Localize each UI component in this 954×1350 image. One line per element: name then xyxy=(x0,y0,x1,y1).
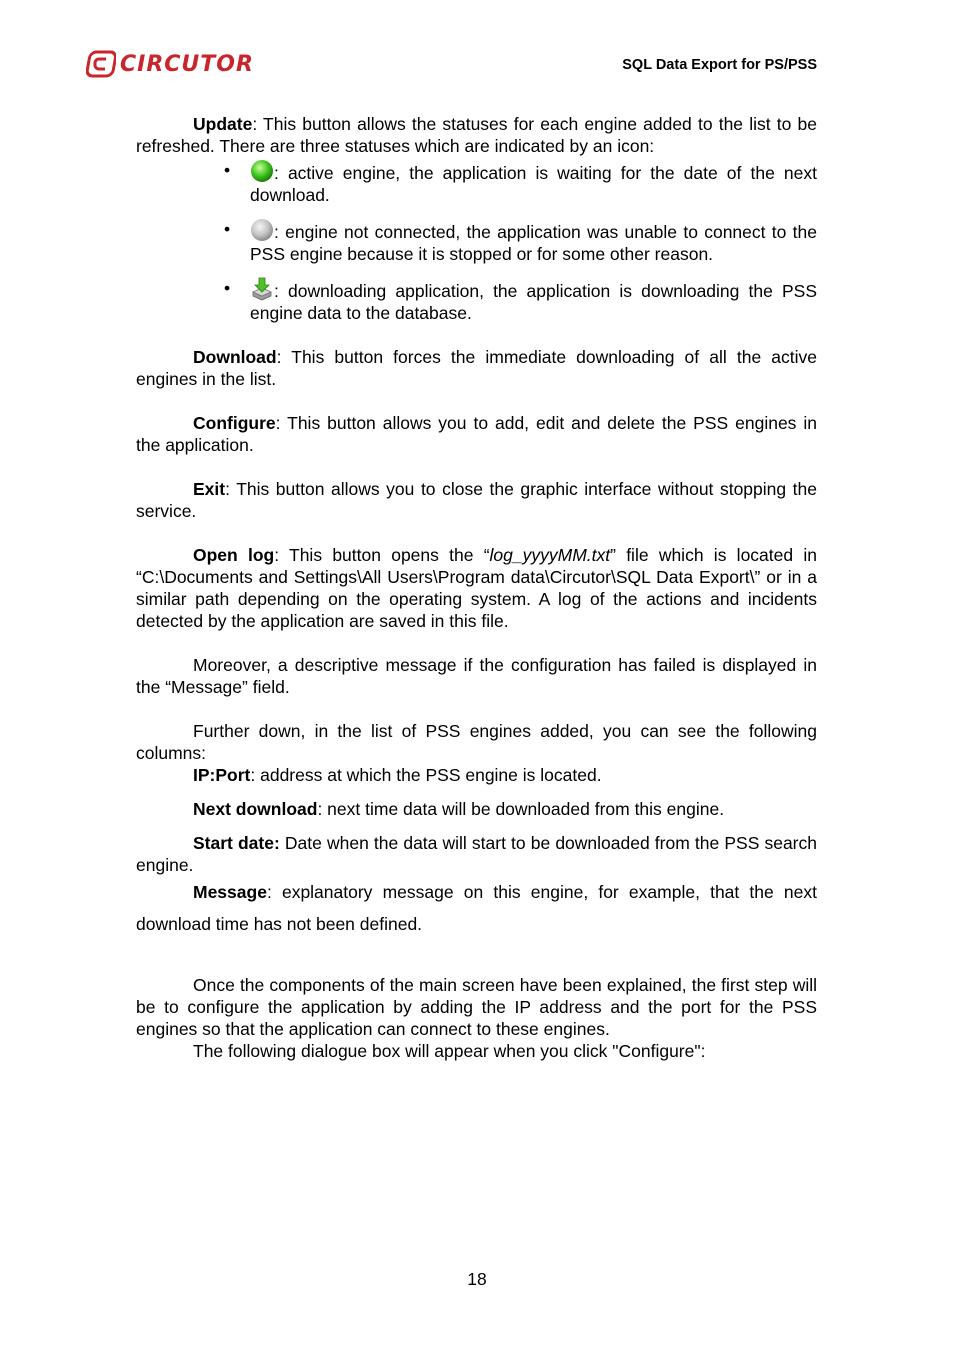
start-date-paragraph: Start date: Date when the data will start to be downloaded from the PSS search engine. xyxy=(136,833,817,875)
open-log-paragraph: Open log: This button opens the “log_yyyyMM.txt” file which is located in “C:\Documents and Settings\All Users\Program data\Circutor\SQL Data Export\” or in a similar path depending on the operating system. A log of the actions and incidents detected by the application are saved in this file. xyxy=(136,545,817,631)
next-download-paragraph: Next download: next time data will be downloaded from this engine. xyxy=(193,799,725,819)
document-header-title: SQL Data Export for PS/PSS xyxy=(622,57,817,73)
status-list xyxy=(136,159,817,324)
open-log-label: Open log xyxy=(193,545,275,565)
circutor-logo xyxy=(86,49,254,79)
once-paragraph: Once the components of the main screen have been explained, the first step will be to configure the application by adding the IP address and the port for the PSS engines so that the application can connect to these engines. xyxy=(136,975,817,1039)
moreover-paragraph: Moreover, a descriptive message if the configuration has failed is displayed in the “Message” field. xyxy=(136,655,817,697)
exit-label: Exit xyxy=(193,479,226,499)
message-label: Message xyxy=(193,882,267,902)
status-item-active: • : active engine, the application is waiting for the date of the next download. xyxy=(224,160,817,205)
logo-text: CIRCUTOR xyxy=(120,51,254,77)
start-date-label: Start date: xyxy=(193,833,280,853)
update-label: Update xyxy=(193,114,253,134)
status-item-not-connected: • : engine not connected, the application was unable to connect to the PSS engine because it is stopped or for some other reason. xyxy=(224,219,817,264)
update-paragraph: Update: This button allows the statuses for each engine added to the list to be refreshed. There are three statuses which are indicated by an icon: xyxy=(136,114,817,156)
page-content xyxy=(136,113,817,1062)
configure-paragraph: Configure: This button allows you to add, edit and delete the PSS engines in the application. xyxy=(136,413,817,455)
following-paragraph: The following dialogue box will appear when you click "Configure": xyxy=(193,1041,706,1061)
download-label: Download xyxy=(193,347,277,367)
status-item-downloading: • : downloading application, the application is downloading the PSS engine data to the database. xyxy=(224,278,817,323)
page-number: 18 xyxy=(467,1269,487,1289)
download-icon xyxy=(250,277,274,301)
ip-port-label: IP:Port xyxy=(193,765,251,785)
grey-status-icon xyxy=(250,218,274,242)
ip-port-paragraph: IP:Port: address at which the PSS engine is located. xyxy=(193,765,602,785)
download-paragraph: Download: This button forces the immediate downloading of all the active engines in the list. xyxy=(136,347,817,389)
further-paragraph: Further down, in the list of PSS engines added, you can see the following columns: xyxy=(136,721,817,763)
message-paragraph: Message: explanatory message on this engine, for example, that the next download time has not been defined. xyxy=(136,882,817,934)
next-download-label: Next download xyxy=(193,799,318,819)
log-file-name: log_yyyyMM.txt xyxy=(489,545,611,565)
green-status-icon xyxy=(250,159,274,183)
configure-label: Configure xyxy=(193,413,276,433)
circutor-logo-icon xyxy=(86,49,116,79)
exit-paragraph: Exit: This button allows you to close the graphic interface without stopping the service. xyxy=(136,479,817,521)
